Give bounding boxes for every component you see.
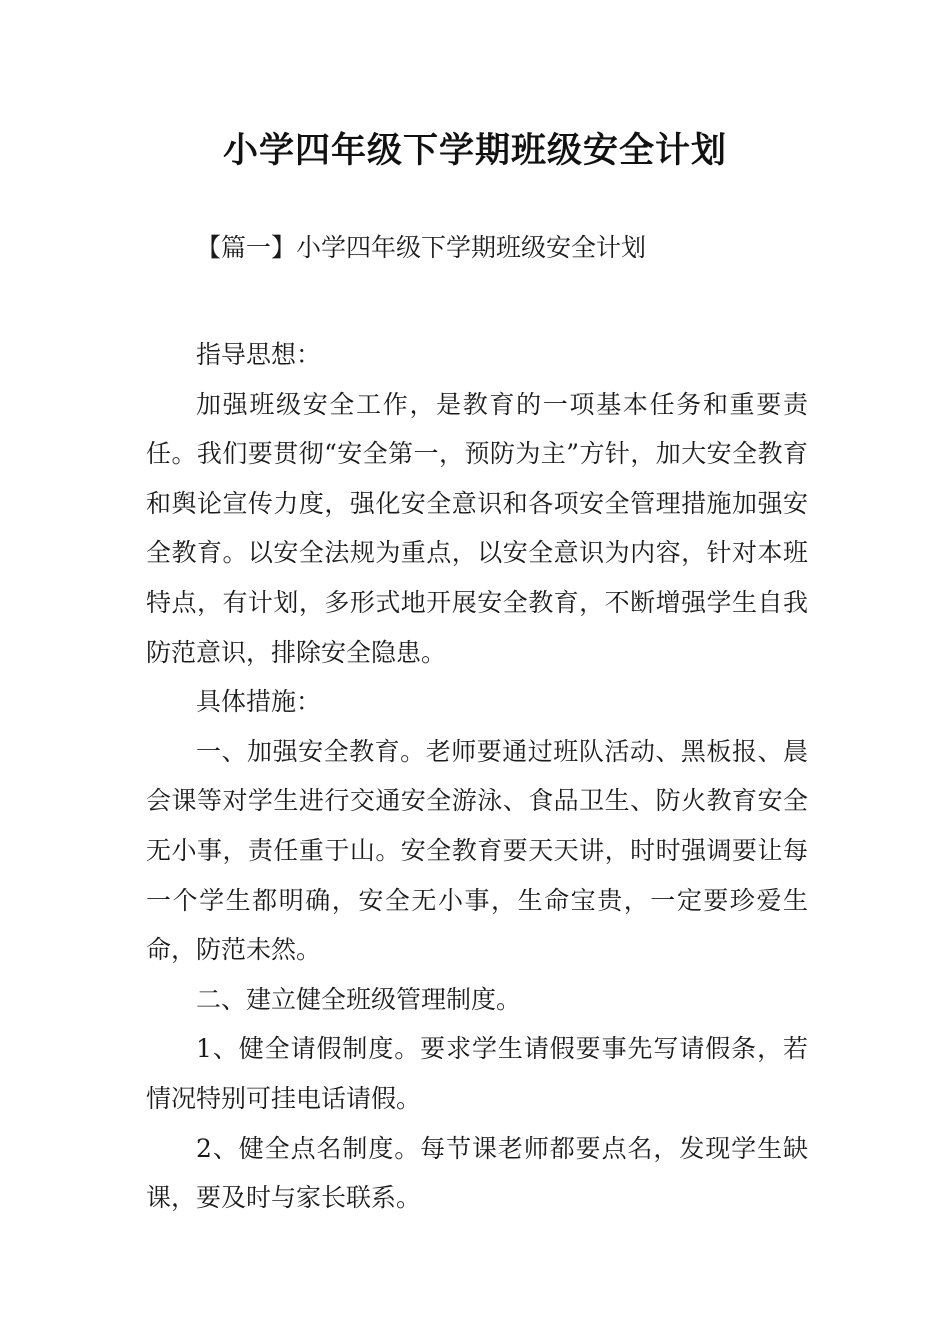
paragraph-measure-two: 二、建立健全班级管理制度。 bbox=[196, 984, 522, 1014]
paragraph-guiding-ideology: 加强班级安全工作，是教育的一项基本任务和重要责任。我们要贯彻“安全第一，预防为主”方针，加大安全教育和舆论宣传力度，强化安全意识和各项安全管理措施加强安全教育。以安全法规为重点，以安全意识为内容，针对本班特点，有计划，多形式地开展安全教育，不断增强学生自我防范意识，排除安全隐患。 bbox=[146, 389, 808, 667]
paragraph-leave-system: 1、健全请假制度。要求学生请假要事先写请假条，若情况特别可挂电话请假。 bbox=[146, 1034, 808, 1113]
section-heading: 【篇一】小学四年级下学期班级安全计划 bbox=[196, 233, 647, 262]
paragraph-measures-label: 具体措施： bbox=[196, 687, 322, 717]
paragraph-roll-call-system: 2、健全点名制度。每节课老师都要点名，发现学生缺课，要及时与家长联系。 bbox=[146, 1133, 808, 1213]
paragraph-guiding-ideology-label: 指导思想： bbox=[196, 340, 322, 369]
document-title: 小学四年级下学期班级安全计划 bbox=[222, 131, 727, 171]
document-body bbox=[146, 330, 808, 1223]
paragraph-measure-one: 一、加强安全教育。老师要通过班队活动、黑板报、晨会课等对学生进行交通安全游泳、食品卫生、防火教育安全无小事，责任重于山。安全教育要天天讲，时时强调要让每一个学生都明确，安全无小事，生命宝贵，一定要珍爱生命，防范未然。 bbox=[146, 736, 808, 965]
